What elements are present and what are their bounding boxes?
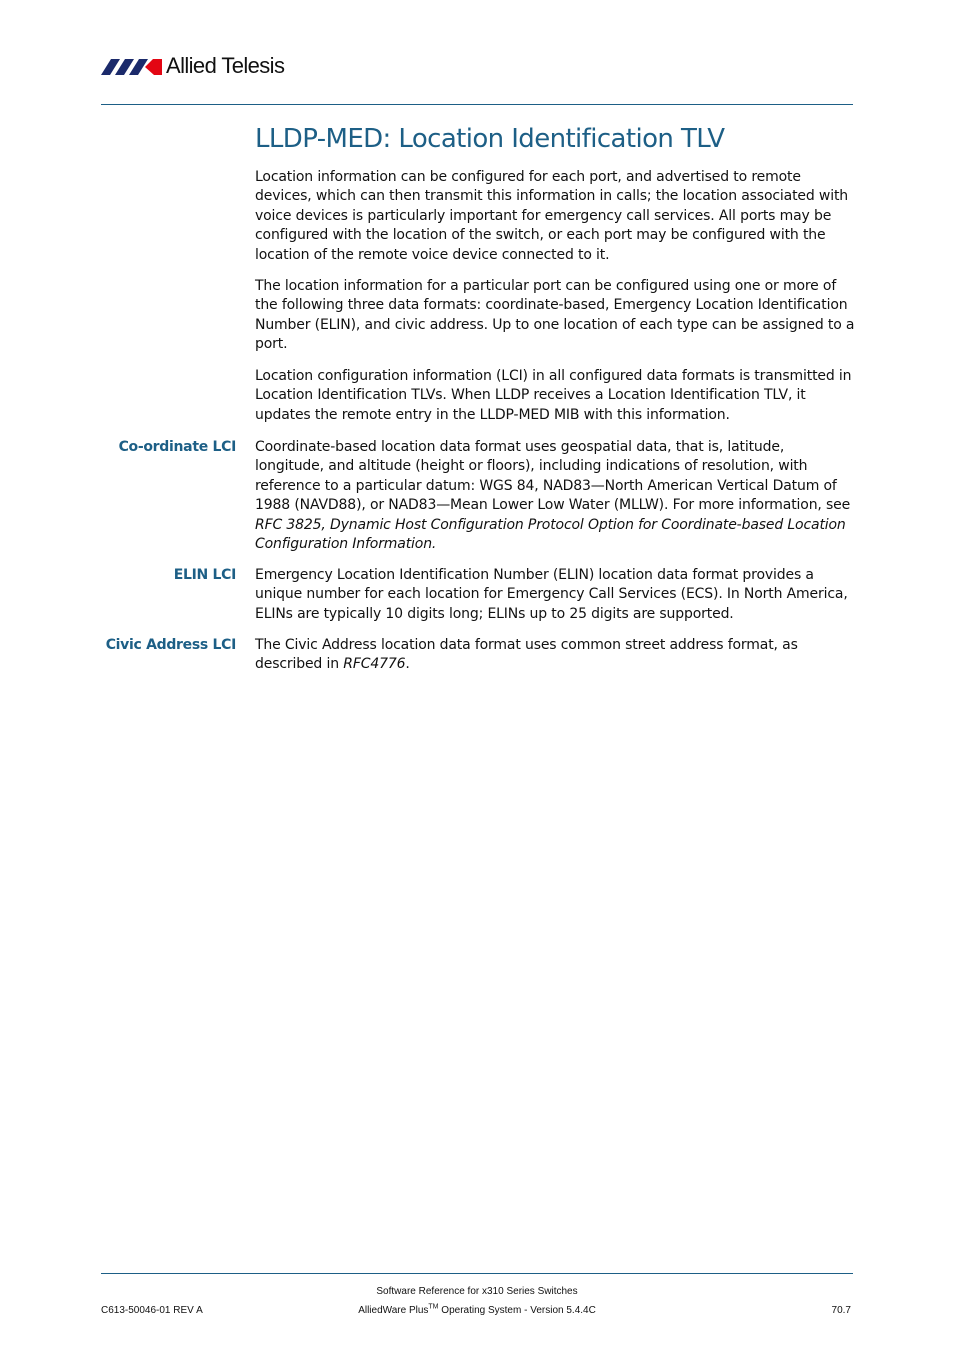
trademark: TM xyxy=(428,1303,439,1311)
term-text: Coordinate-based location data format uses geospatial data, that is, latitude, longitude, and altitude (height or floors), including indications of resolution, with reference to a particular datum: WGS 84, NAD83—North American Vertical Datum of 1988 (NAVD88), or NAD83—Mean Lower Low Water (MLLW). For more information, see xyxy=(255,439,851,514)
allied-telesis-logo xyxy=(101,54,284,78)
footer-os-name: AlliedWare Plus xyxy=(358,1305,429,1316)
logo-mark-icon xyxy=(101,56,163,76)
body-paragraph: Location information can be configured for each port, and advertised to remote devices, which can then transmit this information in calls; the location associated with voice devices is particularly important for emergency call services. All ports may be configured with the location of the switch, or each port may be configured with the location of the remote voice device connected to it. xyxy=(255,169,849,263)
page-title: LLDP-MED: Location Identification TLV xyxy=(255,124,725,154)
footer-doc-code: C613-50046-01 REV A xyxy=(101,1305,203,1316)
term-label: ELIN LCI xyxy=(173,567,236,583)
footer-os-suffix: Operating System - Version 5.4.4C xyxy=(438,1305,596,1316)
term-description: Emergency Location Identification Number (ELIN) location data format provides a unique number for each location for Emergency Call Services (ECS). In North America, ELINs are typically 10 digits long; ELINs up to 25 digits are supported. xyxy=(255,567,848,622)
term-label: Co-ordinate LCI xyxy=(118,439,236,455)
footer-os-version xyxy=(101,1305,853,1316)
term-text: The Civic Address location data format uses common street address format, as described in xyxy=(255,637,798,673)
page-footer xyxy=(101,1286,853,1326)
logo-text: Allied Telesis xyxy=(166,53,285,78)
page-number: 70.7 xyxy=(831,1305,851,1316)
footer-doc-title: Software Reference for x310 Series Switches xyxy=(376,1286,578,1297)
term-label: Civic Address LCI xyxy=(105,637,236,653)
term-text-end: . xyxy=(405,656,410,673)
rfc-reference: RFC 3825, Dynamic Host Configuration Protocol Option for Coordinate-based Location Configuration Information. xyxy=(255,516,846,553)
header-divider xyxy=(101,104,853,105)
footer-divider xyxy=(101,1273,853,1274)
body-paragraph: Location configuration information (LCI) in all configured data formats is transmitted in Location Identification TLVs. When LLDP receives a Location Identification TLV, it updates the remote entry in the LLDP-MED MIB with this information. xyxy=(255,368,852,423)
term-description xyxy=(255,438,855,554)
body-paragraph: The location information for a particular port can be configured using one or more of the following three data formats: coordinate-based, Emergency Location Identification Number (ELIN), and civic address. Up to one location of each type can be assigned to a port. xyxy=(255,278,855,353)
term-description xyxy=(255,636,855,675)
rfc-reference: RFC4776 xyxy=(343,656,406,673)
